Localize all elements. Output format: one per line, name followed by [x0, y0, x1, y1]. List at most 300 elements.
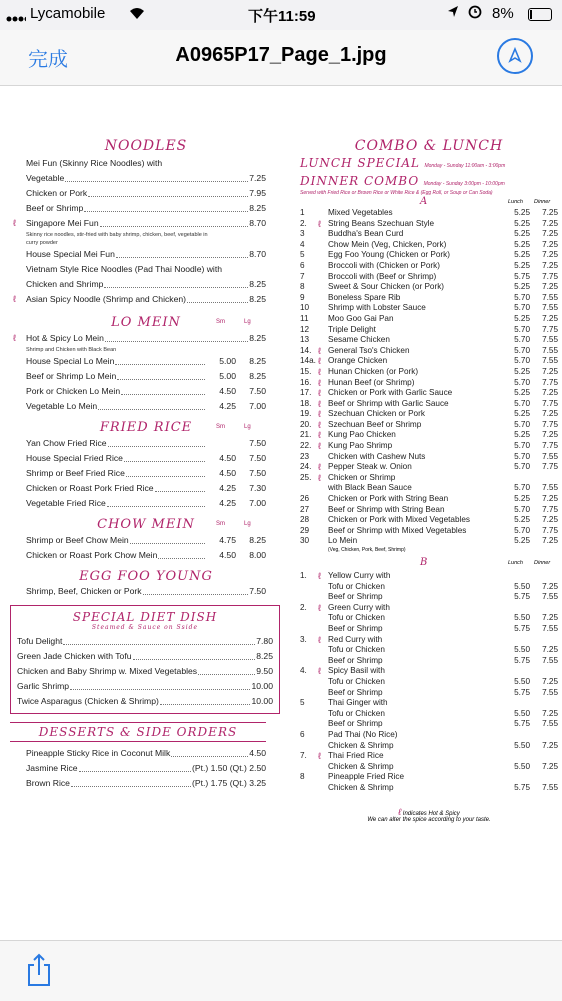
dinner-price: 7.25: [542, 229, 558, 239]
combo-number: [300, 656, 328, 667]
dinner-price: 7.55: [542, 483, 558, 493]
combo-row: [300, 582, 558, 593]
menu-row: [26, 776, 266, 791]
combo-row: [300, 751, 558, 762]
combo-name: Broccoli with (Beef or Shrimp): [328, 271, 437, 281]
lunch-price: [502, 571, 530, 582]
lomein-note: Shrimp and Chicken with Black Bean: [26, 347, 117, 353]
item-price: 8.25: [249, 279, 266, 289]
combo-row: [300, 229, 558, 240]
dinner-price: 7.25: [542, 494, 558, 504]
combo-row: [300, 645, 558, 656]
menu-row: [26, 481, 266, 496]
combo-row: [300, 356, 558, 367]
hot-spicy-icon: ℓ: [318, 419, 321, 430]
item-name: Chicken or Roast Pork Fried Rice: [26, 483, 154, 493]
dinner-price: 7.25: [542, 676, 558, 686]
dinner-price: [530, 473, 558, 484]
hot-spicy-icon: ℓ: [318, 356, 321, 367]
item-price: 7.80: [256, 636, 273, 646]
combo-row: [300, 613, 558, 624]
lunch-price: [502, 635, 530, 646]
combo-number: 19.: [300, 409, 312, 419]
lunch-price: 5.25: [514, 366, 530, 376]
combo-name: String Beans Szechuan Style: [328, 218, 435, 228]
item-name: Pineapple Sticky Rice in Coconut Milk: [26, 748, 171, 758]
desserts-list: [26, 746, 266, 791]
dinner-price: 7.55: [542, 655, 558, 665]
dinner-price: 7.75: [542, 441, 558, 451]
dinner-price: 7.75: [542, 504, 558, 514]
item-price-large: 7.50: [249, 453, 266, 463]
item-price-large: 7.50: [249, 386, 266, 396]
item-price-small: 4.25: [219, 498, 236, 508]
hot-spicy-icon: ℓ: [318, 634, 321, 645]
share-button[interactable]: [26, 953, 52, 987]
lunch-price: 5.25: [514, 313, 530, 323]
lunch-price: [502, 772, 530, 783]
menu-row: [26, 584, 266, 599]
combo-number: 3.: [300, 634, 307, 644]
lunch-price: 5.70: [514, 441, 530, 451]
lomein-header: [26, 315, 266, 331]
combo-row: [300, 293, 558, 304]
item-name: Vegetable Fried Rice: [26, 498, 106, 508]
lunch-price: 5.75: [514, 782, 530, 792]
combo-row: [300, 325, 558, 336]
menu-row: [17, 664, 273, 679]
combo-row: [300, 592, 558, 603]
hot-spicy-icon: ℓ: [13, 218, 16, 228]
combo-name: Tofu or Chicken: [328, 581, 385, 591]
item-price-large: 7.50: [249, 468, 266, 478]
dinner-price: 7.25: [542, 581, 558, 591]
chowmein-list: [26, 533, 266, 563]
combo-number: 20.: [300, 419, 312, 429]
lunch-price: 5.50: [514, 613, 530, 623]
singapore-note-2: curry powder: [26, 240, 58, 246]
lunch-price: 5.25: [514, 218, 530, 228]
combo-row: [300, 536, 558, 547]
combo-row: [300, 698, 558, 709]
lunch-price: 5.70: [514, 525, 530, 535]
dinner-price: 7.25: [542, 708, 558, 718]
menu-row: ℓ Hot & Spicy Lo Mein 8.25: [26, 331, 266, 346]
combo-row: [300, 282, 558, 293]
chowmein-lg: Lg: [244, 521, 251, 527]
item-name: Chicken or Roast Pork Chow Mein: [26, 550, 158, 560]
combo-row: [300, 688, 558, 699]
combo-number: [300, 645, 328, 656]
combo-row: [300, 367, 558, 378]
dinner-price: 7.25: [542, 388, 558, 398]
item-price-large: 8.00: [249, 550, 266, 560]
section-b-header: B Lunch Dinner: [420, 557, 551, 568]
diet-heading: SPECIAL DIET DISH: [72, 610, 218, 624]
combo-number: 8: [300, 282, 305, 292]
dinner-combo-line: DINNER COMBO Monday - Sunday 3:00pm - 10:00pm: [300, 174, 505, 188]
combo-number: 28: [300, 515, 310, 525]
lunch-price: 5.25: [514, 208, 530, 217]
combo-row: [300, 261, 558, 272]
hot-spicy-icon: ℓ: [318, 388, 321, 399]
menu-row: [26, 156, 266, 171]
item-name: Vietnam Style Rice Noodles (Pad Thai Noodle) with: [26, 264, 223, 274]
combo-name: Beef or Shrimp with String Bean: [328, 504, 445, 514]
dinner-price: 7.55: [542, 623, 558, 633]
item-name: Twice Asparagus (Chicken & Shrimp): [17, 696, 159, 706]
combo-name: Beef or Shrimp with Garlic Sauce: [328, 398, 449, 408]
combo-row: [300, 208, 558, 219]
menu-row: [26, 384, 266, 399]
dinner-price: 7.55: [542, 356, 558, 366]
combo-number: 10: [300, 303, 310, 313]
dinner-price: 7.55: [542, 303, 558, 313]
combo-row: [300, 473, 558, 484]
combo-row: [300, 494, 558, 505]
dinner-price: 7.25: [542, 218, 558, 228]
item-price-small: 5.00: [219, 371, 236, 381]
hot-spicy-icon: ℓ: [318, 462, 321, 473]
combo-row: [300, 420, 558, 431]
dinner-price: 7.55: [542, 782, 558, 792]
combo-number: 14a.: [300, 356, 316, 366]
combo-name: Chicken with Cashew Nuts: [328, 451, 426, 461]
friedrice-lg: Lg: [244, 424, 251, 430]
dinner-price: 7.25: [542, 645, 558, 655]
combo-row: [300, 635, 558, 646]
item-price: 7.25: [249, 173, 266, 183]
item-name: Shrimp, Beef, Chicken or Pork: [26, 586, 142, 596]
dinner-price: [530, 571, 558, 582]
section-a-list: [300, 208, 558, 547]
combo-name: Chow Mein (Veg, Chicken, Pork): [328, 239, 447, 249]
combo-row: [300, 388, 558, 399]
eggfooyoung-list: [26, 584, 266, 599]
dinner-price: 7.75: [542, 419, 558, 429]
lunch-price: 5.25: [514, 430, 530, 440]
combo-number: 17.: [300, 388, 312, 398]
item-price-large: 7.50: [249, 438, 266, 448]
item-name: Tofu Delight: [17, 636, 63, 646]
lunch-price: 5.70: [514, 292, 530, 302]
special-diet-box: [10, 605, 280, 714]
lunch-price: [502, 473, 530, 484]
combo-number: [300, 677, 328, 688]
lunch-price: 5.50: [514, 581, 530, 591]
dinner-price: 7.25: [542, 282, 558, 292]
lunch-price: 5.50: [514, 761, 530, 771]
combo-number: 11: [300, 313, 309, 323]
item-price-small: 4.25: [219, 401, 236, 411]
combo-row: [300, 314, 558, 325]
dinner-price: 7.25: [542, 430, 558, 440]
combo-name: Hunan Beef (or Shrimp): [328, 377, 415, 387]
noodles-list-2: [13, 247, 266, 307]
item-price: 4.50: [249, 748, 266, 758]
item-name: Brown Rice: [26, 778, 70, 788]
lunch-price: [502, 698, 530, 709]
combo-row: [300, 250, 558, 261]
combo-number: 27: [300, 504, 310, 514]
dinner-price: 7.75: [542, 525, 558, 535]
lunch-price: 5.70: [514, 451, 530, 461]
dinner-price: 7.25: [542, 250, 558, 260]
lunch-price: 5.70: [514, 356, 530, 366]
combo-row: [300, 240, 558, 251]
lunch-price: 5.25: [514, 239, 530, 249]
battery-icon: [528, 8, 552, 21]
combo-name: Kung Pao Shrimp: [328, 441, 393, 451]
combo-row: [300, 399, 558, 410]
combo-number: [300, 688, 328, 699]
lunch-price: 5.70: [514, 377, 530, 387]
item-price: 8.25: [249, 294, 266, 304]
item-price-large: 7.00: [249, 401, 266, 411]
dinner-price: 7.25: [542, 313, 558, 323]
combo-row: [300, 603, 558, 614]
lunch-price: 5.70: [514, 303, 530, 313]
right-column: [300, 138, 558, 823]
lunch-price: 5.25: [514, 282, 530, 292]
chowmein-header: [26, 517, 266, 533]
hot-spicy-icon: ℓ: [398, 807, 402, 818]
hot-note: ℓ Indicates Hot & Spicy: [398, 807, 460, 818]
lunch-price: 5.70: [514, 504, 530, 514]
dinner-price: 7.55: [542, 592, 558, 602]
combo-number: [300, 783, 328, 794]
noodles-list: [13, 156, 266, 231]
lunch-price: 5.70: [514, 398, 530, 408]
combo-row: [300, 462, 558, 473]
friedrice-list: [26, 436, 266, 511]
item-price-large: 7.30: [249, 483, 266, 493]
combo-number: 1.: [300, 571, 307, 580]
dinner-price: 7.55: [542, 335, 558, 345]
combo-name: Pineapple Fried Rice: [328, 772, 405, 782]
lunch-price: 5.70: [514, 483, 530, 493]
combo-name: Broccoli with (Chicken or Pork): [328, 260, 440, 270]
lomein-list: [26, 354, 266, 414]
combo-number: 16.: [300, 377, 312, 387]
item-price: 10.00: [251, 681, 273, 691]
diet-list: [17, 634, 273, 709]
combo-number: 23: [300, 451, 310, 461]
combo-name: Chicken & Shrimp: [328, 740, 394, 750]
combo-row: [300, 677, 558, 688]
combo-number: 14.: [300, 345, 312, 355]
lunch-price: 5.25: [514, 260, 530, 270]
done-button[interactable]: 完成: [28, 49, 68, 71]
dinner-price: 7.75: [542, 462, 558, 472]
dinner-price: 7.75: [542, 398, 558, 408]
menu-row: [26, 451, 266, 466]
desserts-heading: DESSERTS & SIDE ORDERS: [10, 722, 266, 742]
combo-name: Thai Fried Rice: [328, 751, 384, 761]
combo-name: Sweet & Sour Chicken (or Pork): [328, 282, 445, 292]
combo-row: [300, 515, 558, 526]
item-name: Singapore Mei Fun: [26, 218, 99, 228]
combo-name: Spicy Basil with: [328, 666, 385, 676]
status-bar: [0, 0, 562, 30]
combo-name: Tofu or Chicken: [328, 708, 385, 718]
item-price: 8.25: [256, 651, 273, 661]
combo-name: Chicken or Pork with String Bean: [328, 494, 449, 504]
combo-name: Beef or Shrimp: [328, 719, 383, 729]
combo-row: [300, 452, 558, 463]
combo-name: Beef or Shrimp with Mixed Vegetables: [328, 525, 467, 535]
combo-number: 22.: [300, 441, 312, 451]
combo-name: Buddha's Bean Curd: [328, 229, 404, 239]
combo-number: 6: [300, 260, 305, 270]
menu-row: [26, 548, 266, 563]
combo-row: [300, 219, 558, 230]
combo-number: 24.: [300, 462, 312, 472]
lomein-options-note: (Veg, Chicken, Pork, Beef, Shrimp): [328, 547, 406, 553]
singapore-note: Skinny rice noodles, stir-fried with baby shrimp, chicken, beef, vegetable in: [26, 232, 208, 238]
combo-name: Beef or Shrimp: [328, 623, 383, 633]
combo-number: [300, 719, 328, 730]
lunch-price: 5.50: [514, 708, 530, 718]
combo-name: Hunan Chicken (or Pork): [328, 366, 419, 376]
combo-name: Lo Mein: [328, 536, 358, 546]
menu-row: [17, 634, 273, 649]
item-name: Yan Chow Fried Rice: [26, 438, 107, 448]
combo-number: 5: [300, 698, 305, 708]
friedrice-header: [26, 420, 266, 436]
item-name: Beef or Shrimp: [26, 203, 84, 213]
combo-heading: COMBO & LUNCH: [354, 138, 504, 154]
combo-number: 30: [300, 536, 310, 546]
combo-number: 29: [300, 525, 310, 535]
combo-row: [300, 346, 558, 357]
lunch-price: 5.70: [514, 419, 530, 429]
combo-name: Egg Foo Young (Chicken or Pork): [328, 250, 450, 260]
item-price-small: 4.25: [219, 483, 236, 493]
item-name: Chicken and Baby Shrimp w. Mixed Vegetables: [17, 666, 198, 676]
combo-name: Tofu or Chicken: [328, 613, 385, 623]
combo-number: 26: [300, 494, 310, 504]
dinner-price: 7.55: [542, 451, 558, 461]
alter-note: We can alter the spice according to your taste.: [367, 817, 491, 824]
lunch-price: 5.70: [514, 335, 530, 345]
lunch-price: 5.70: [514, 345, 530, 355]
item-price-large: 7.00: [249, 498, 266, 508]
lunch-price: 5.25: [514, 250, 530, 260]
lunch-price: [502, 751, 530, 762]
combo-row: [300, 571, 558, 582]
combo-name: Chicken or Pork with Mixed Vegetables: [328, 515, 470, 525]
lunch-price: 5.75: [514, 655, 530, 665]
lunch-special-line: LUNCH SPECIAL Monday - Sunday 11:00am - 3:00pm: [300, 156, 506, 170]
combo-number: 5: [300, 250, 305, 260]
markup-button[interactable]: [497, 38, 533, 74]
hot-spicy-icon: ℓ: [318, 345, 321, 356]
combo-name: Shrimp with Lobster Sauce: [328, 303, 426, 313]
menu-row: [26, 496, 266, 511]
item-name: Beef or Shrimp Lo Mein: [26, 371, 117, 381]
combo-number: 25.: [300, 472, 312, 482]
hot-spicy-icon: ℓ: [13, 333, 16, 343]
menu-row: [26, 761, 266, 776]
menu-row: [26, 171, 266, 186]
lunch-price: [502, 730, 530, 741]
hot-spicy-icon: ℓ: [318, 218, 321, 229]
menu-row: [17, 694, 273, 709]
nav-bar: [0, 30, 562, 86]
lomein-sm: Sm: [216, 319, 225, 325]
menu-row: [26, 746, 266, 761]
combo-number: 8: [300, 772, 305, 782]
combo-row: [300, 335, 558, 346]
combo-number: 4: [300, 239, 305, 249]
hot-spicy-icon: ℓ: [318, 472, 321, 483]
dinner-price: [530, 751, 558, 762]
item-name: Vegetable Lo Mein: [26, 401, 98, 411]
item-price: (Pt.) 1.75 (Qt.) 3.25: [191, 778, 266, 788]
lunch-price: 5.25: [514, 409, 530, 419]
item-price: 8.70: [249, 218, 266, 228]
dinner-price: 7.25: [542, 515, 558, 525]
hot-spicy-icon: ℓ: [318, 602, 321, 613]
combo-number: 13: [300, 335, 310, 345]
menu-row: [26, 186, 266, 201]
item-price: 10.00: [251, 696, 273, 706]
item-price-small: 4.50: [219, 453, 236, 463]
battery-percent: 8%: [492, 5, 514, 22]
combo-number: [300, 709, 328, 720]
hot-spicy-icon: ℓ: [13, 294, 16, 304]
lunch-price: 5.50: [514, 676, 530, 686]
lunch-price: 5.70: [514, 324, 530, 334]
dinner-price: [530, 772, 558, 783]
chowmein-sm: Sm: [216, 521, 225, 527]
hot-spicy-icon: ℓ: [318, 409, 321, 420]
combo-name: Kung Pao Chicken: [328, 430, 396, 440]
combo-row: [300, 762, 558, 773]
lomein-lg: Lg: [244, 319, 251, 325]
combo-number: 2.: [300, 218, 307, 228]
dinner-price: [530, 698, 558, 709]
combo-name: Chicken & Shrimp: [328, 782, 394, 792]
combo-number: 3: [300, 229, 305, 239]
item-name: Vegetable: [26, 173, 65, 183]
dinner-price: 7.25: [542, 239, 558, 249]
combo-row: [300, 772, 558, 783]
combo-name: Green Curry with: [328, 602, 390, 612]
eggfooyoung-heading: EGG FOO YOUNG: [79, 569, 213, 584]
lunch-price: 5.50: [514, 645, 530, 655]
menu-row: [26, 436, 266, 451]
hot-spicy-icon: ℓ: [318, 430, 321, 441]
item-name: Mei Fun (Skinny Rice Noodles) with: [26, 158, 163, 168]
combo-row: [300, 656, 558, 667]
combo-number: 2.: [300, 602, 307, 612]
lunch-price: 5.25: [514, 388, 530, 398]
dinner-price: 7.55: [542, 719, 558, 729]
combo-name: Beef or Shrimp: [328, 655, 383, 665]
combo-name: Triple Delight: [328, 324, 376, 334]
friedrice-heading: FRIED RICE: [99, 420, 193, 435]
combo-row: [300, 741, 558, 752]
item-name: Asian Spicy Noodle (Shrimp and Chicken): [26, 294, 187, 304]
item-price-large: 8.25: [249, 371, 266, 381]
combo-number: 21.: [300, 430, 312, 440]
dinner-price: 7.25: [542, 761, 558, 771]
menu-row: [26, 277, 266, 292]
combo-number: 9: [300, 292, 305, 302]
combo-number: 18.: [300, 398, 312, 408]
